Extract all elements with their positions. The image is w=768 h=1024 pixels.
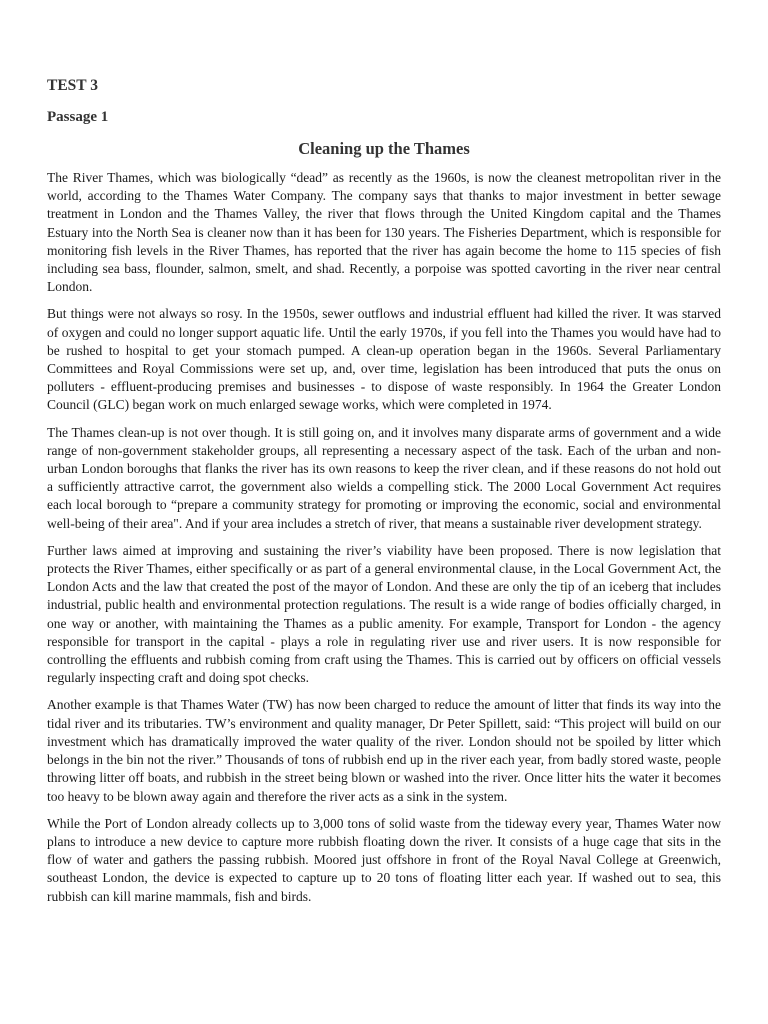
passage-label: Passage 1 [47,109,109,125]
article-title: Cleaning up the Thames [298,139,470,158]
article-body [47,169,721,915]
paragraph-3: The Thames clean-up is not over though. It is still going on, and it involves many disparate arms of government and a wide range of non-government stakeholder groups, all representing a necessary aspect of the task. Each of the urban and non-urban London boroughs that flanks the river has its own reasons to keep the river clean, and if these reasons do not hold out a sufficiently attractive carrot, the government also wields a compelling stick. The 2000 Local Government Act requires each local borough to “prepare a community strategy for promoting or improving the economic, social and environmental well-being of their area". And if your area includes a stretch of river, that means a sustainable river development strategy. [47,424,721,531]
paragraph-6: While the Port of London already collects up to 3,000 tons of solid waste from the tideway every year, Thames Water now plans to introduce a new device to capture more rubbish floating down the river. It consists of a huge cage that sits in the flow of water and gathers the passing rubbish. Moored just offshore in front of the Royal Naval College at Greenwich, southeast London, the device is expected to capture up to 20 tons of floating litter each year. If washed out to sea, this rubbish can kill marine mammals, fish and birds. [47,815,721,904]
paragraph-4: Further laws aimed at improving and sustaining the river’s viability have been proposed. There is now legislation that protects the River Thames, either specifically or as part of a general environmental clause, in the Local Government Act, the London Acts and the law that created the post of the mayor of London. And these are only the tip of an iceberg that includes industrial, public health and environmental protection regulations. The result is a wide range of bodies officially charged, in one way or another, with maintaining the Thames as a public amenity. For example, Transport for London - the agency responsible for transport in the capital - plays a role in regulating river use and river users. It is now responsible for controlling the effluents and rubbish coming from craft using the Thames. This is carried out by officers on official vessels regularly inspecting craft and doing spot checks. [47,542,721,686]
paragraph-5: Another example is that Thames Water (TW) has now been charged to reduce the amount of litter that finds its way into the tidal river and its tributaries. TW’s environment and quality manager, Dr Peter Spillett, said: “This project will build on our investment which has dramatically improved the water quality of the river. London should not be spoiled by litter which belongs in the bin not the river.” Thousands of tons of rubbish end up in the river each year, from badly stored waste, people throwing litter off boats, and rubbish in the street being blown or washed into the river. Once litter hits the water it becomes too heavy to be blown away again and therefore the river acts as a sink in the system. [47,697,721,804]
paragraph-2: But things were not always so rosy. In the 1950s, sewer outflows and industrial effluent had killed the river. It was starved of oxygen and could no longer support aquatic life. Until the early 1970s, if you fell into the Thames you would have had to be rushed to hospital to get your stomach pumped. A clean-up operation began in the 1960s. Several Parliamentary Committees and Royal Commissions were set up, and, over time, legislation has been introduced that puts the onus on polluters - effluent-producing premises and businesses - to dispose of waste responsibly. In 1964 the Greater London Council (GLC) began work on much enlarged sewage works, which were completed in 1974. [47,306,721,413]
test-label: TEST 3 [47,77,98,94]
paragraph-1: The River Thames, which was biologically “dead” as recently as the 1960s, is now the cleanest metropolitan river in the world, according to the Thames Water Company. The company says that thanks to major investment in better sewage treatment in London and the Thames Valley, the river that flows through the United Kingdom capital and the Thames Estuary into the North Sea is cleaner now than it has been for 130 years. The Fisheries Department, which is responsible for monitoring fish levels in the River Thames, has reported that the river has again become the home to 115 species of fish including sea bass, flounder, salmon, smelt, and shad. Recently, a porpoise was spotted cavorting in the river near central London. [47,170,721,295]
